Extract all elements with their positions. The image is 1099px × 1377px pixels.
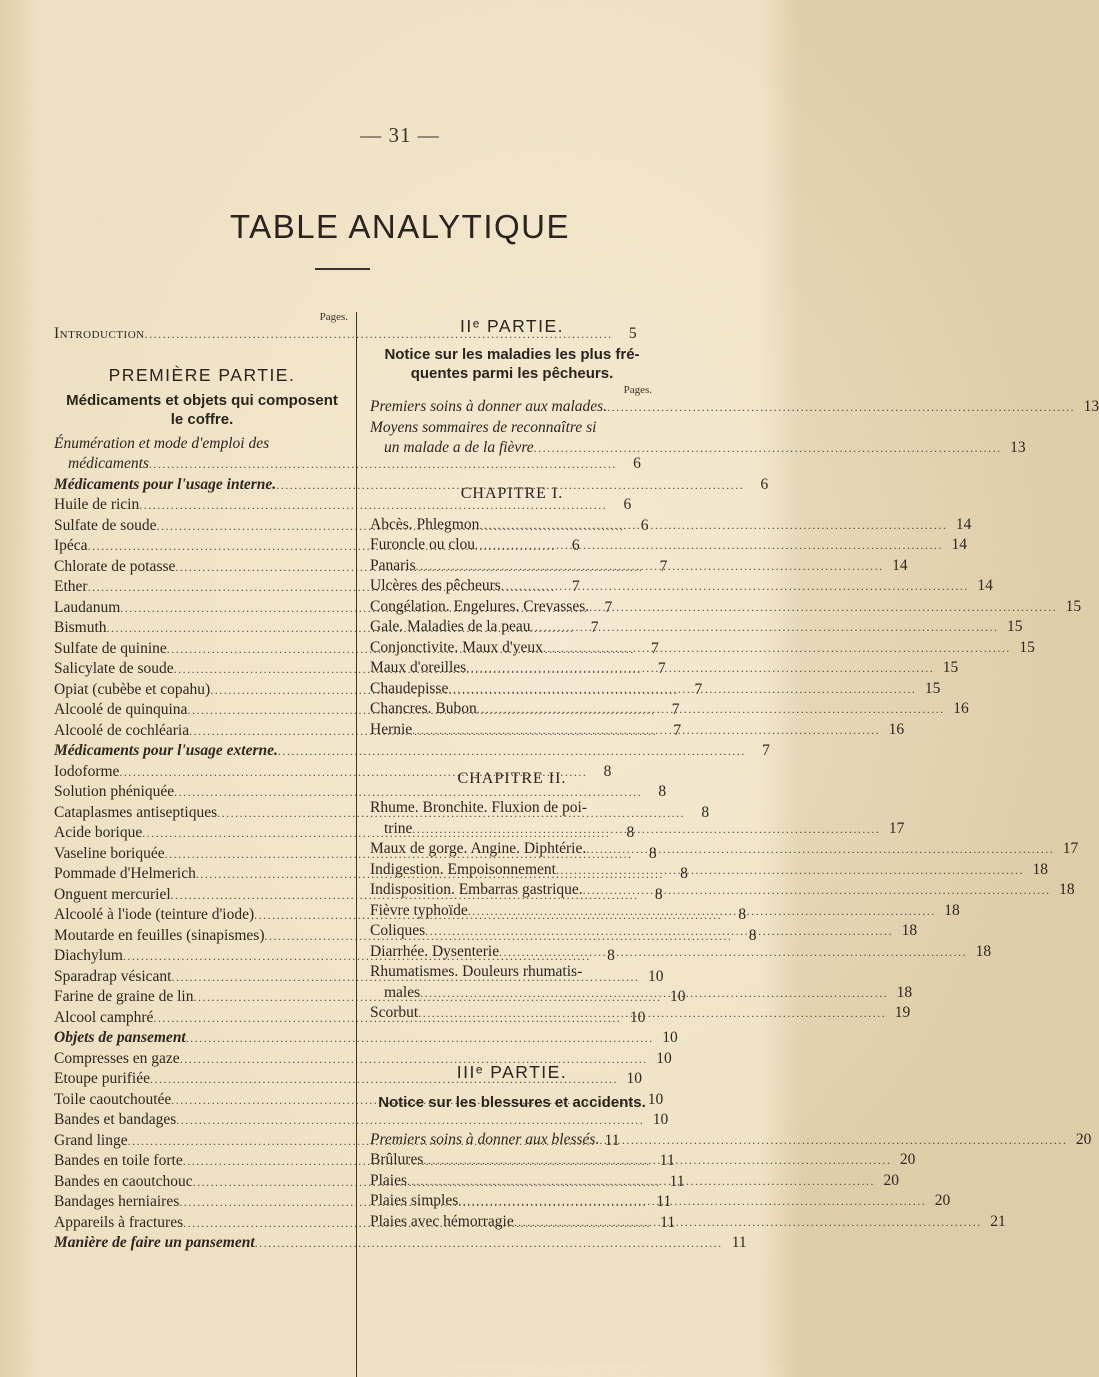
rhumatismes-line1: Rhumatismes. Douleurs rhumatis- [370, 963, 583, 980]
leader-dots [425, 921, 893, 942]
moyens-line1: Moyens sommaires de reconnaître si [370, 418, 597, 436]
entry-label: Plaies avec hémorragie [370, 1212, 514, 1230]
part2-heading: IIᵉ PARTIE. [459, 316, 565, 336]
entry-page: 18 [975, 942, 992, 960]
part1-heading: PREMIÈRE PARTIE. [108, 364, 296, 385]
entry-label: Indisposition. Embarras gastrique. [370, 881, 583, 898]
entry-page: 8 [626, 824, 635, 841]
toc-entry[interactable] [54, 1049, 672, 1070]
toc-entry[interactable] [370, 515, 972, 536]
entry-page: 8 [607, 947, 615, 964]
entry-label: Plaies simples [370, 1192, 459, 1209]
toc-entry[interactable] [54, 782, 667, 803]
page-number: — 31 — [360, 123, 440, 147]
leader-dots [468, 901, 936, 922]
entry-label: Bandages herniaires [54, 1193, 180, 1210]
enumeration-line1: Énumération et mode d'emploi des [54, 434, 270, 452]
leader-dots [589, 597, 1057, 618]
toc-entry[interactable] [54, 1233, 747, 1254]
entry-page: 10 [648, 967, 664, 985]
toc-entry[interactable] [370, 921, 918, 942]
entry-label: Médicaments pour l'usage externe. [54, 742, 278, 759]
entry-page: 14 [977, 577, 993, 594]
leader-dots [479, 515, 947, 536]
toc-entry-fievre[interactable] [370, 438, 1026, 459]
entry-page: 7 [571, 578, 580, 595]
leader-dots [466, 658, 934, 679]
leader-dots [420, 983, 888, 1004]
entry-label: Congélation. Engelures. Crevasses. [370, 597, 590, 615]
toc-entry[interactable] [54, 495, 632, 516]
entry-label: Alcool camphré [54, 1008, 154, 1026]
entry-page: 20 [899, 1151, 916, 1168]
entry-page: 7 [671, 701, 680, 718]
title-rule [315, 268, 370, 270]
entry-label: Opiat (cubèbe et copahu) [54, 680, 211, 698]
entry-page: 8 [748, 926, 757, 944]
entry-label: Chlorate de potasse [54, 557, 176, 575]
toc-entry[interactable] [370, 638, 1035, 659]
leader-dots [477, 699, 945, 720]
entry-label: Onguent mercuriel [54, 885, 171, 903]
entry-page: 8 [680, 865, 688, 882]
entry-label: Moutarde en feuilles (sinapismes) [54, 926, 265, 944]
entry-page: 10 [629, 1008, 646, 1026]
entry-page: 16 [888, 720, 905, 738]
entry-label: Diarrhée. Dysenterie [370, 942, 500, 960]
entry-label: Bandes en toile forte [54, 1152, 183, 1169]
part3-subtitle: Notice sur les blessures et accidents. [378, 1093, 646, 1111]
entry-label: Vaseline boriquée [54, 844, 165, 862]
entry-page: 8 [603, 762, 612, 780]
entry-page: 11 [659, 1152, 675, 1169]
entry-page: 6 [640, 516, 649, 534]
entry-label: Grand linge [54, 1131, 128, 1149]
entry-page: 14 [955, 515, 972, 533]
leader-dots [543, 638, 1011, 659]
entry-page: 21 [990, 1212, 1006, 1230]
entry-label: Abcès. Phlegmon [370, 515, 480, 533]
entry-page: 11 [731, 1234, 747, 1251]
leader-dots [501, 576, 969, 597]
entry-label: Gale. Maladies de la peau [370, 618, 531, 635]
entry-page: 20 [1075, 1130, 1092, 1148]
leader-dots [418, 1003, 886, 1024]
entry-label: médicaments [68, 455, 149, 472]
leader-dots [412, 720, 880, 741]
entry-page: 15 [1065, 597, 1082, 615]
entry-page: 6 [571, 537, 580, 554]
entry-page: 18 [901, 922, 918, 939]
entry-label: Etoupe purifiée [54, 1070, 150, 1087]
entry-page: 13 [1083, 398, 1099, 415]
entry-page: 13 [1010, 439, 1026, 456]
entry-label: Sulfate de quinine [54, 639, 167, 657]
entry-page: 18 [1032, 860, 1048, 878]
entry-label: Farine de graine de lin [54, 988, 194, 1005]
entry-label: Ulcères des pêcheurs [370, 577, 501, 594]
entry-label: Bandes en caoutchouc [54, 1172, 193, 1190]
chapter2-heading: CHAPITRE II. [457, 770, 567, 787]
toc-entry-scorbut[interactable] [370, 1003, 911, 1024]
toc-entry[interactable] [370, 860, 1048, 881]
leader-dots [556, 860, 1024, 881]
leader-dots [531, 617, 999, 638]
entry-label: Chancres. Bubon [370, 700, 477, 717]
entry-label: Cataplasmes antiseptiques [54, 803, 218, 821]
entry-page: 7 [694, 680, 703, 698]
toc-entry[interactable] [370, 679, 941, 700]
entry-label: Panaris [370, 556, 416, 574]
entry-label: Hernie [370, 720, 413, 738]
pages-label: Pages. [623, 384, 652, 396]
toc-entry[interactable] [370, 617, 1023, 638]
entry-label: Premiers soins à donner aux malades. [370, 398, 608, 415]
entry-page: 17 [1062, 840, 1079, 857]
leader-dots [475, 535, 943, 556]
toc-entry-medicaments[interactable] [54, 454, 641, 475]
toc-entry[interactable] [370, 901, 960, 922]
leader-dots [534, 438, 1002, 459]
entry-page: 7 [590, 619, 599, 636]
entry-page: 14 [892, 556, 908, 574]
toc-entry[interactable] [370, 699, 969, 720]
leader-dots [416, 556, 884, 577]
part2-subtitle-line2: quentes parmi les pêcheurs. [410, 365, 614, 382]
toc-entry[interactable] [54, 1028, 678, 1049]
entry-label: Coliques [370, 922, 426, 939]
entry-label: Furoncle ou clou [370, 536, 476, 553]
entry-page: 11 [604, 1131, 620, 1149]
entry-page: 17 [888, 819, 905, 837]
entry-page: 16 [953, 700, 969, 717]
toc-entry[interactable] [370, 556, 908, 577]
entry-page: 8 [654, 885, 663, 903]
toc-entry[interactable] [370, 535, 968, 556]
entry-page: 20 [883, 1171, 900, 1189]
part2-subtitle-line1: Notice sur les maladies les plus fré- [384, 346, 640, 363]
entry-label: Solution phéniquée [54, 783, 175, 800]
entry-label: Brûlures [370, 1151, 424, 1168]
entry-page: 8 [648, 844, 657, 862]
entry-page: 15 [1019, 638, 1035, 656]
leader-dots [583, 880, 1051, 901]
entry-label: Sulfate de soude [54, 516, 157, 534]
toc-entry[interactable] [370, 597, 1082, 618]
leader-dots [607, 397, 1075, 418]
chapter2-entry-list [370, 839, 1079, 962]
entry-page: 19 [894, 1004, 911, 1021]
entry-label: Alcoolé à l'iode (teinture d'iode) [54, 906, 255, 923]
entry-label: Iodoforme [54, 762, 120, 780]
entry-label: Ether [54, 578, 88, 595]
entry-page: 10 [626, 1070, 642, 1087]
pages-label: Pages. [319, 311, 348, 323]
toc-entry[interactable] [370, 720, 905, 741]
entry-label: Objets de pansement [54, 1029, 186, 1046]
entry-page: 18 [944, 901, 960, 919]
entry-page: 8 [738, 906, 747, 923]
entry-page: 10 [656, 1049, 672, 1067]
entry-label: Laudanum [54, 598, 121, 616]
entry-page: 7 [659, 557, 668, 575]
toc-entry[interactable] [370, 576, 993, 597]
leader-dots [407, 1171, 875, 1192]
entry-page: 8 [701, 803, 710, 821]
leader-dots [586, 839, 1054, 860]
leader-dots [514, 1212, 982, 1233]
leader-dots [499, 942, 967, 963]
entry-page: 11 [656, 1193, 672, 1210]
leader-dots [448, 679, 916, 700]
entry-label: Appareils à fractures [54, 1213, 184, 1231]
entry-page: 7 [762, 742, 770, 759]
entry-label: Alcoolé de quinquina [54, 701, 188, 718]
entry-label: Bismuth [54, 619, 107, 636]
entry-page: 6 [760, 475, 769, 493]
toc-entry-premiers-soins-malades[interactable] [370, 397, 1099, 418]
entry-page: 18 [896, 983, 913, 1001]
entry-page: 18 [1059, 881, 1075, 898]
entry-label: Salicylate de soude [54, 660, 174, 677]
entry-label: Huile de ricin [54, 496, 140, 513]
leader-dots [458, 1191, 926, 1212]
entry-page: 7 [673, 721, 682, 739]
entry-label: males [384, 983, 421, 1001]
leader-dots [599, 1130, 1067, 1151]
entry-label: Maux d'oreilles [370, 659, 467, 676]
chapter1-heading: CHAPITRE I. [460, 484, 564, 502]
toc-entry[interactable] [54, 1110, 669, 1131]
toc-entry[interactable] [54, 741, 770, 762]
entry-page: 8 [658, 783, 667, 800]
entry-label: Premiers soins à donner aux blessés. [370, 1130, 600, 1148]
entry-label: Toile caoutchoutée [54, 1090, 172, 1108]
rhume-line1: Rhume. Bronchite. Fluxion de poi- [370, 799, 587, 816]
entry-page: 10 [669, 988, 686, 1005]
entry-page: 5 [628, 325, 637, 342]
part3-heading: IIIᵉ PARTIE. [456, 1061, 568, 1082]
entry-label: Conjonctivite. Maux d'yeux [370, 638, 543, 656]
entry-page: 15 [924, 679, 941, 697]
toc-entry[interactable] [370, 839, 1079, 860]
toc-entry[interactable] [370, 658, 959, 679]
entry-page: 6 [623, 496, 632, 513]
entry-label: Maux de gorge. Angine. Diphtérie. [370, 840, 587, 857]
entry-page: 7 [651, 639, 659, 657]
entry-label: Pommade d'Helmerich [54, 865, 196, 882]
chapter1-entry-list [370, 515, 1082, 741]
entry-label: Plaies [370, 1171, 408, 1189]
entry-label: un malade a de la fièvre [384, 439, 534, 456]
entry-label: trine [384, 819, 413, 837]
leader-dots [423, 1150, 891, 1171]
part1-subtitle-line2: le coffre. [170, 410, 234, 428]
toc-entry[interactable] [370, 1130, 1092, 1151]
page-title: TABLE ANALYTIQUE [229, 208, 571, 245]
entry-label: Fièvre typhoïde [370, 901, 468, 919]
entry-page: 7 [604, 598, 613, 616]
entry-page: 20 [934, 1192, 951, 1209]
entry-label: Alcoolé de cochléaria [54, 721, 190, 739]
entry-page: 15 [1007, 618, 1023, 635]
entry-page: 11 [669, 1172, 685, 1190]
entry-page: 10 [662, 1029, 678, 1046]
entry-label: Scorbut [370, 1004, 419, 1021]
entry-page: 6 [633, 455, 641, 472]
entry-label: Ipéca [54, 537, 88, 554]
leader-dots [255, 1233, 723, 1254]
entry-label: Compresses en gaze [54, 1049, 180, 1067]
entry-page: 15 [942, 659, 959, 676]
toc-entry[interactable] [370, 942, 992, 963]
entry-label: Chaudepisse [370, 679, 449, 697]
entry-page: 7 [657, 660, 666, 677]
toc-entry-rhume[interactable] [370, 819, 905, 840]
entry-label: Diachylum [54, 947, 123, 964]
entry-page: 10 [647, 1090, 664, 1108]
toc-entry[interactable] [370, 880, 1075, 901]
entry-label: Introduction [54, 325, 145, 342]
entry-page: 10 [652, 1111, 669, 1128]
entry-label: Sparadrap vésicant [54, 967, 172, 985]
entry-page: 11 [660, 1213, 676, 1231]
entry-label: Indigestion. Empoisonnement [370, 860, 556, 878]
entry-label: Manière de faire un pansement [54, 1234, 255, 1251]
entry-label: Médicaments pour l'usage interne. [54, 475, 277, 493]
entry-label: Bandes et bandages [54, 1111, 177, 1128]
leader-dots [412, 819, 880, 840]
part1-subtitle-line1: Médicaments et objets qui composent [66, 391, 338, 409]
entry-page: 14 [951, 536, 968, 553]
entry-label: Acide borique [54, 824, 143, 841]
